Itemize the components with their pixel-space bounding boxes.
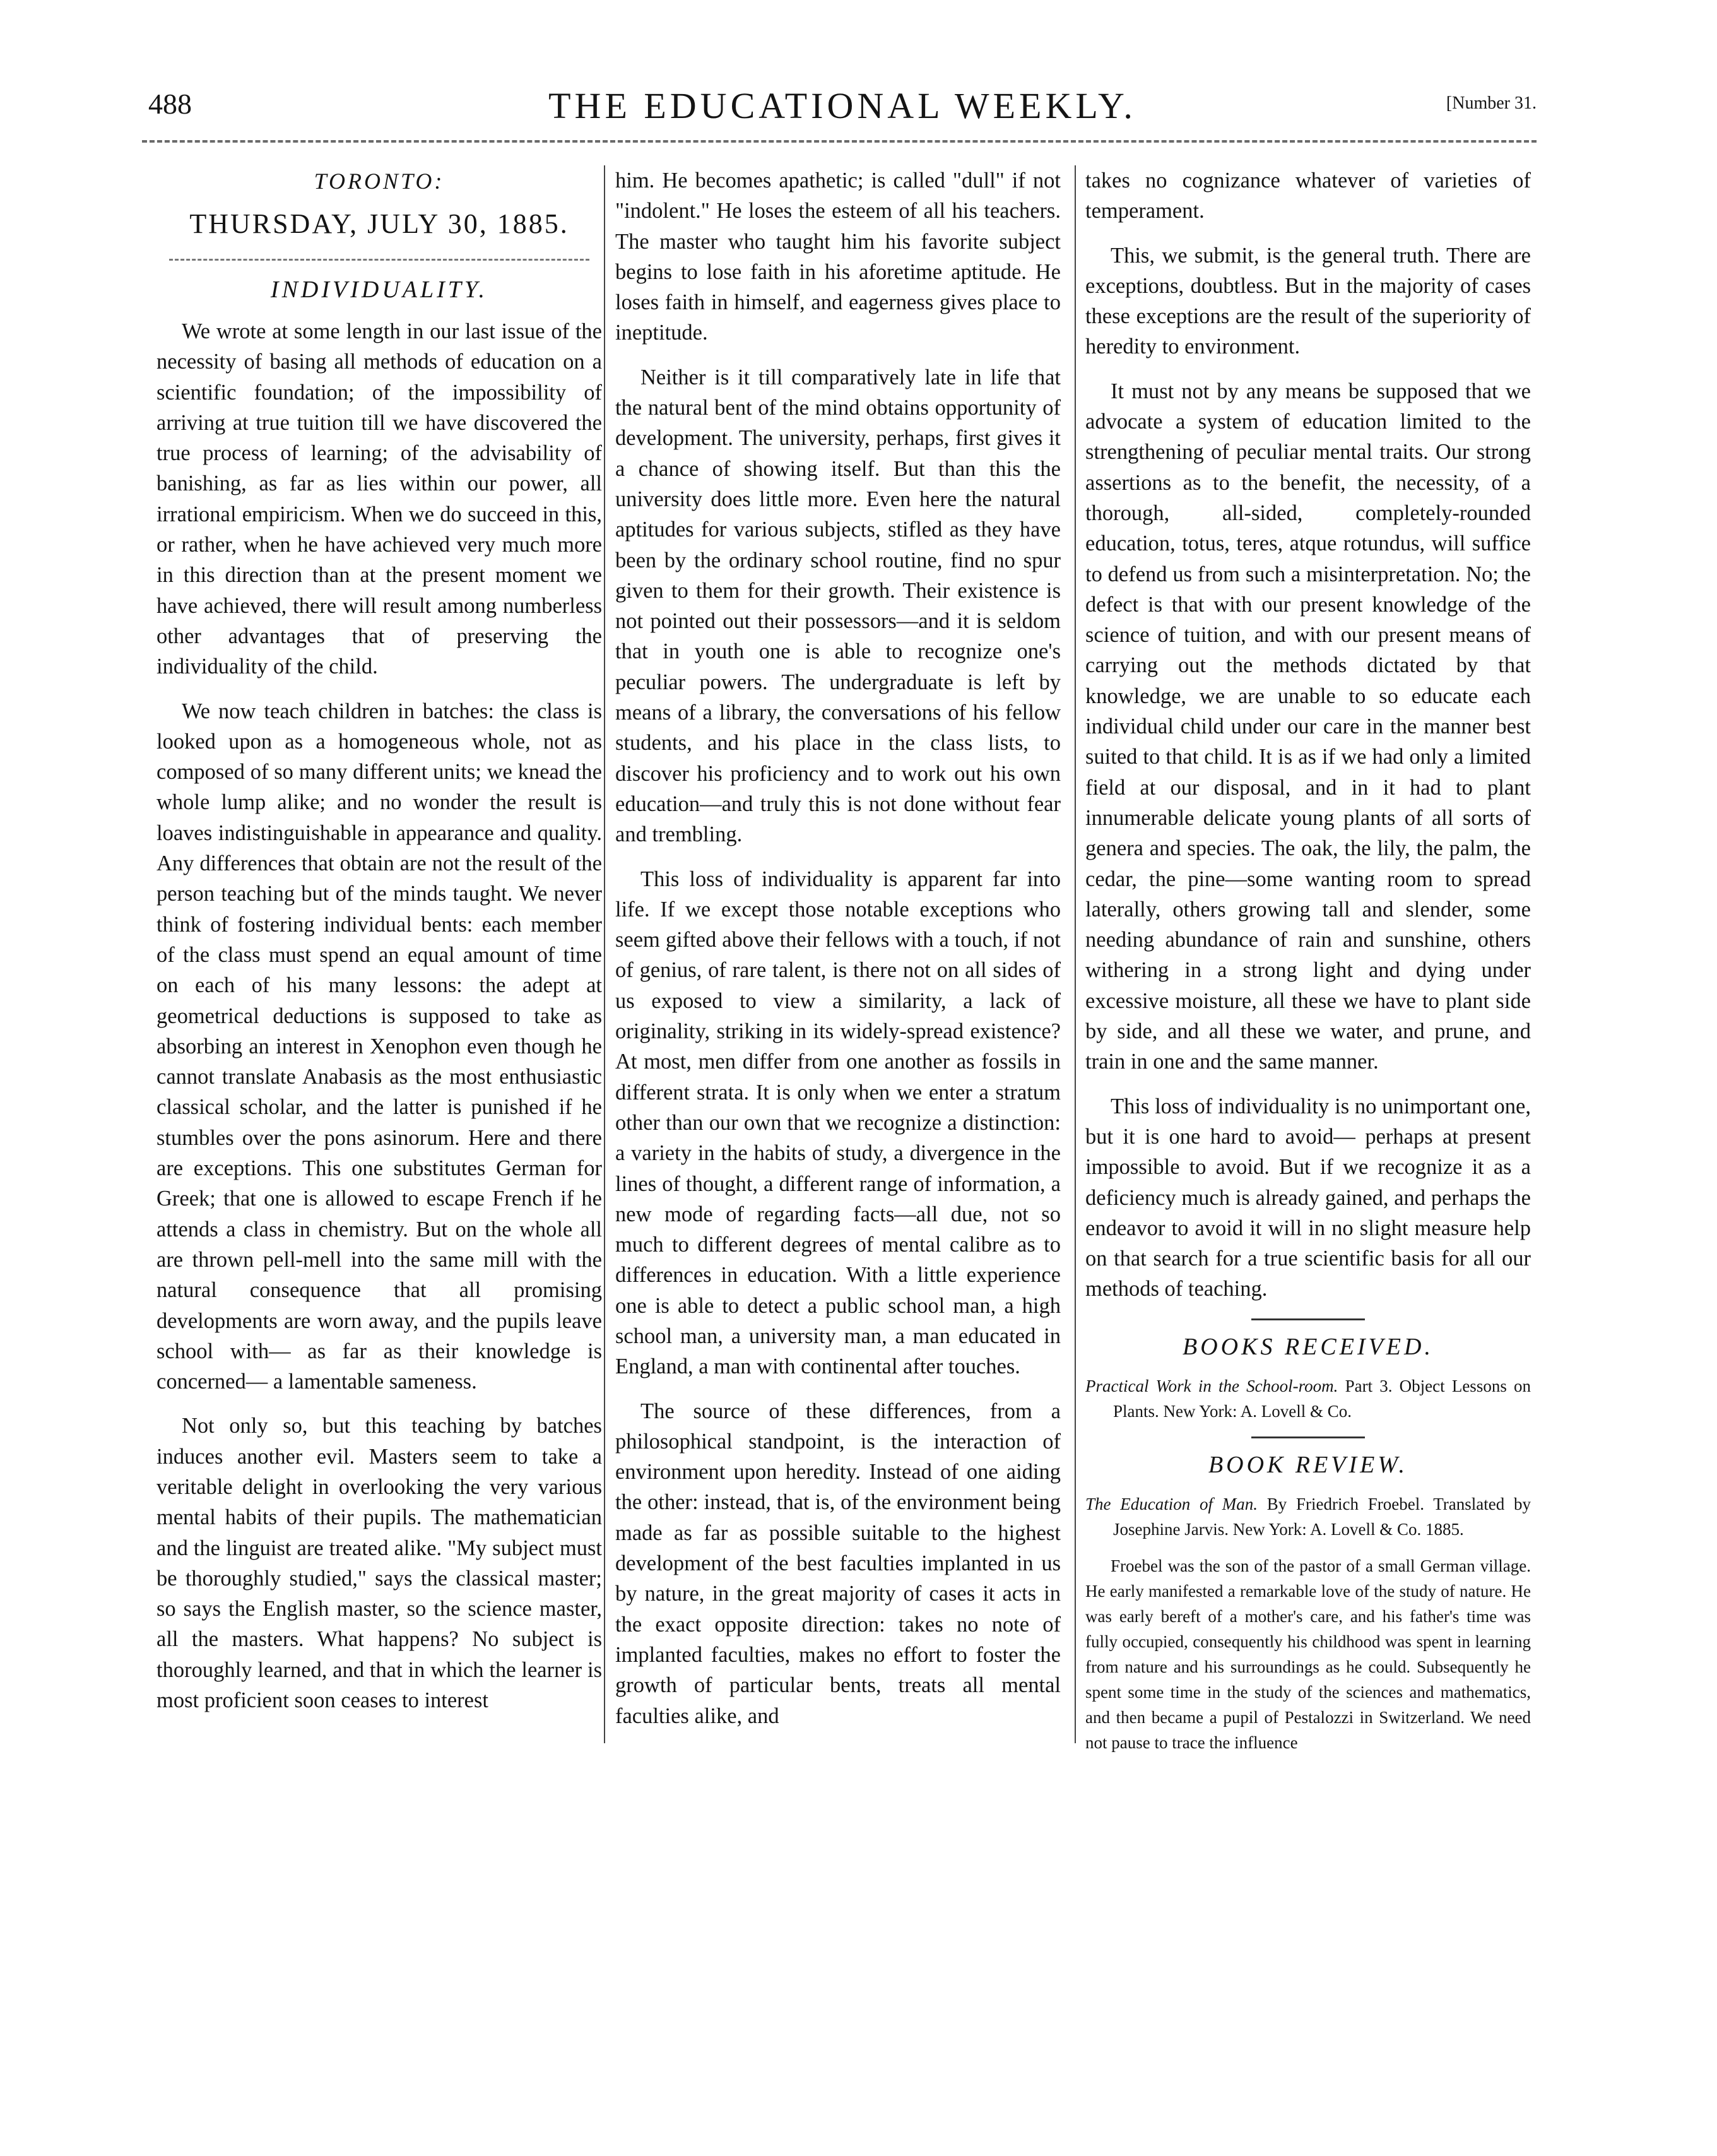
book-details: Part 3. Object Lessons on Plants. New York: A. Lovell & Co. xyxy=(1113,1376,1531,1421)
page-number: 488 xyxy=(148,88,192,120)
article-paragraph: This loss of individuality is no unimportant one, but it is one hard to avoid— perhaps at present impossible to avoid. But if we recognize it as a deficiency much is already gained, and perhaps the endeavor to avoid it will in no slight measure help on that search for a true scientific basis for all our methods of teaching. xyxy=(1085,1094,1531,1301)
article-heading: INDIVIDUALITY. xyxy=(270,276,488,303)
column-2 xyxy=(615,165,1061,2059)
publication-title: THE EDUCATIONAL WEEKLY. xyxy=(548,85,1136,126)
article-paragraph: It must not by any means be supposed that we advocate a system of education limited to the strengthening of peculiar mental traits. Our strong assertions as to the benefit, the necessity, of a thorough, all-sided, completely-rounded education, totus, teres, atque rotundus, will suffice to defend us from such a misinterpretation. No; the defect is that with our present knowledge of the science of tuition, and with our present means of carrying out the methods dictated by that knowledge, we are unable to so educate each individual child under our care in the manner best suited to that child. It is as if we had only a limited field at our disposal, and in it had to plant innumerable delicate young plants of all sorts of genera and species. The oak, the lily, the palm, the cedar, the pine—some wanting room to spread laterally, others growing tall and slender, some needing abundance of rain and sunshine, others withering in a strong light and dying under excessive moisture, all these we have to plant side by side, and all these we water, and prune, and train in one and the same manner. xyxy=(1085,379,1531,1074)
book-review-body: Froebel was the son of the pastor of a small German village. He early manifested a remarkable love of the study of nature. He was early bereft of a mother's care, and his father's time was fully occupied, consequently his childhood was spent in learning from nature and his surroundings as he could. Subsequently he spent some time in the study of the sciences and mathematics, and then became a pupil of Pestalozzi in Switzerland. We need not pause to trace the influence xyxy=(1085,1556,1531,1752)
column-1 xyxy=(156,165,602,2059)
section-rule xyxy=(1251,1318,1365,1320)
books-received-entry xyxy=(1085,1373,1531,1424)
page-header xyxy=(148,87,1537,138)
article-paragraph: This loss of individuality is apparent far into life. If we except those notable exceptions who seem gifted above their fellows with a touch, if not of genius, of rare talent, is there not on all sides of us exposed to view a similarity, a lack of originality, striking in its widely-spread existence? At most, men differ from one another as fossils in different strata. It is only when we enter a stratum other than our own that we recognize a distinction: a variety in the habits of study, a divergence in the lines of thought, a different range of information, a new mode of regarding facts—all due, not so much to different degrees of mental calibre as to differences in education. With a little experience one is able to detect a public school man, a high school man, a university man, a man educated in England, a man with continental after touches. xyxy=(615,867,1061,1379)
header-rule xyxy=(142,140,1537,143)
section-rule xyxy=(1251,1436,1365,1438)
review-book-details: By Friedrich Froebel. Translated by Josephine Jarvis. New York: A. Lovell & Co. 1885. xyxy=(1113,1494,1531,1539)
issue-number: [Number 31. xyxy=(1446,93,1537,113)
review-book-title: The Education of Man. xyxy=(1085,1494,1258,1513)
article-paragraph: We wrote at some length in our last issue of the necessity of basing all methods of education on a scientific foundation; of the impossibility of arriving at true tuition till we have discovered the true process of learning; of the advisability of banishing, as far as lies within our power, all irrational empiricism. When we do succeed in this, or rather, when he have achieved very much more in this direction than at the present moment we have achieved, there will result among numberless other advantages that of preserving the individuality of the child. xyxy=(156,319,602,679)
books-received-heading: BOOKS RECEIVED. xyxy=(1183,1333,1434,1360)
book-review-entry xyxy=(1085,1491,1531,1542)
article-paragraph: The source of these differences, from a philosophical standpoint, is the interaction of environment upon heredity. Instead of one aiding the other: instead, that is, of the environment being made as far as possible suitable to the highest development of the best faculties implanted in us by nature, in the great majority of cases it acts in the exact opposite direction: takes no note of implanted faculties, makes no effort to foster the growth of particular bents, treats all mental faculties alike, and xyxy=(615,1399,1061,1728)
article-paragraph: takes no cognizance whatever of varieties of temperament. xyxy=(1085,169,1531,223)
column-divider xyxy=(604,165,605,1743)
article-paragraph: him. He becomes apathetic; is called "dull" if not "indolent." He loses the esteem of all his teachers. The master who taught him his favorite subject begins to lose faith in his aforetime aptitude. He loses faith in himself, and eagerness gives place to ineptitude. xyxy=(615,169,1061,345)
dateline-city: TORONTO: xyxy=(314,169,445,194)
column-3 xyxy=(1085,165,1531,2059)
article-paragraph: Not only so, but this teaching by batches induces another evil. Masters seem to take a veritable delight in overlooking the very various mental habits of their pupils. The mathematician and the linguist are treated alike. "My subject must be thoroughly studied," says the classical master; so says the English master, so the science master, all the masters. What happens? No subject is thoroughly learned, and that in which the learner is most proficient soon ceases to interest xyxy=(156,1414,602,1713)
dateline-date: THURSDAY, JULY 30, 1885. xyxy=(189,208,569,239)
book-review-heading: BOOK REVIEW. xyxy=(1208,1451,1408,1478)
article-paragraph: Neither is it till comparatively late in life that the natural bent of the mind obtains opportunity of development. The university, perhaps, first gives it a chance of showing itself. But than this the university does little more. Even here the natural aptitudes for various subjects, stifled as they have been by the ordinary school routine, find no spur given to them for their growth. Their existence is not pointed out their possessors—and it is seldom that in youth one is able to recognize one's peculiar powers. The undergraduate is left by means of a library, the conversations of his fellow students, and his place in the class lists, to discover his proficiency and to work out his own education—and truly this is not done without fear and trembling. xyxy=(615,365,1061,847)
column-divider xyxy=(1075,165,1076,1743)
dateline-rule xyxy=(169,259,589,261)
book-title: Practical Work in the School-room. xyxy=(1085,1376,1338,1395)
article-paragraph: We now teach children in batches: the class is looked upon as a homogeneous whole, not as composed of so many different units; we knead the whole lump alike; and no wonder the result is loaves indistinguishable in appearance and quality. Any differences that obtain are not the result of the person teaching but of the minds taught. We never think of fostering individual bents: each member of the class must spend an equal amount of time on each of his many lessons: the adept at geometrical deductions is supposed to take as absorbing an interest in Xenophon even though he cannot translate Anabasis as the most enthusiastic classical scholar, and the latter is punished if he stumbles over the pons asinorum. Here and there are exceptions. This one substitutes German for Greek; that one is allowed to escape French if he attends a class in chemistry. But on the whole all are thrown pell-mell into the same mill with the natural consequence that all promising developments are worn away, and the pupils leave school with— as far as their knowledge is concerned— a lamentable sameness. xyxy=(156,699,602,1394)
article-paragraph: This, we submit, is the general truth. There are exceptions, doubtless. But in the majority of cases these exceptions are the result of the superiority of heredity to environment. xyxy=(1085,243,1531,359)
